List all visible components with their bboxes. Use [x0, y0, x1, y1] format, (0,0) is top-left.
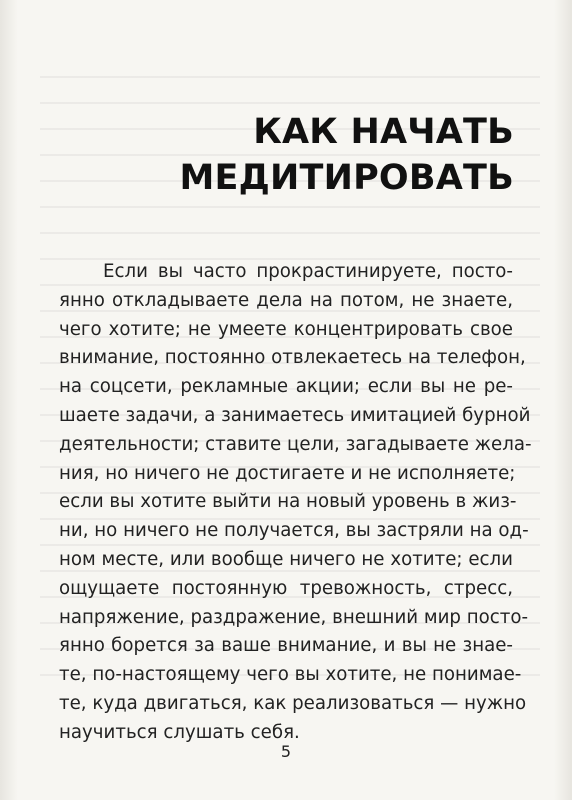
body-line-12: ощущаете постоянную тревожность, стресс, — [59, 577, 513, 599]
body-line-17: научиться слушать себя. — [59, 721, 300, 743]
body-line-14: янно борется за ваше внимание, и вы не знае- — [59, 635, 513, 657]
body-line-3: чего хотите; не умеете концентрировать свое — [59, 318, 513, 340]
body-line-16: те, куда двигаться, как реализоваться — нужно — [59, 692, 527, 714]
body-line-13: напряжение, раздражение, внешний мир посто- — [59, 606, 529, 628]
body-line-10: ни, но ничего не получается, вы застряли на од- — [59, 520, 529, 542]
body-paragraph — [59, 258, 532, 748]
body-line-6: шаете задачи, а занимаетесь имитацией бурной — [59, 404, 531, 426]
page-number: 5 — [280, 742, 292, 761]
body-line-9: если вы хотите выйти на новый уровень в жиз- — [59, 491, 517, 513]
chapter-title-line-2: МЕДИТИРОВАТЬ — [179, 158, 514, 199]
body-line-4: внимание, постоянно отвлекаетесь на телефон, — [59, 347, 526, 369]
body-line-1: Если вы часто прокрастинируете, посто- — [103, 261, 513, 282]
chapter-title — [180, 109, 515, 201]
body-line-11: ном месте, или вообще ничего не хотите; если — [59, 548, 513, 570]
body-line-2: янно откладываете дела на потом, не знаете, — [59, 289, 513, 311]
body-line-8: ния, но ничего не достигаете и не исполняете; — [59, 462, 516, 484]
body-line-5: на соцсети, рекламные акции; если вы не ре- — [59, 376, 513, 398]
body-line-15: те, по-настоящему чего вы хотите, не понимае- — [59, 664, 522, 686]
body-line-7: деятельности; ставите цели, загадываете жела- — [59, 433, 532, 455]
chapter-title-line-1: КАК НАЧАТЬ — [253, 112, 514, 153]
